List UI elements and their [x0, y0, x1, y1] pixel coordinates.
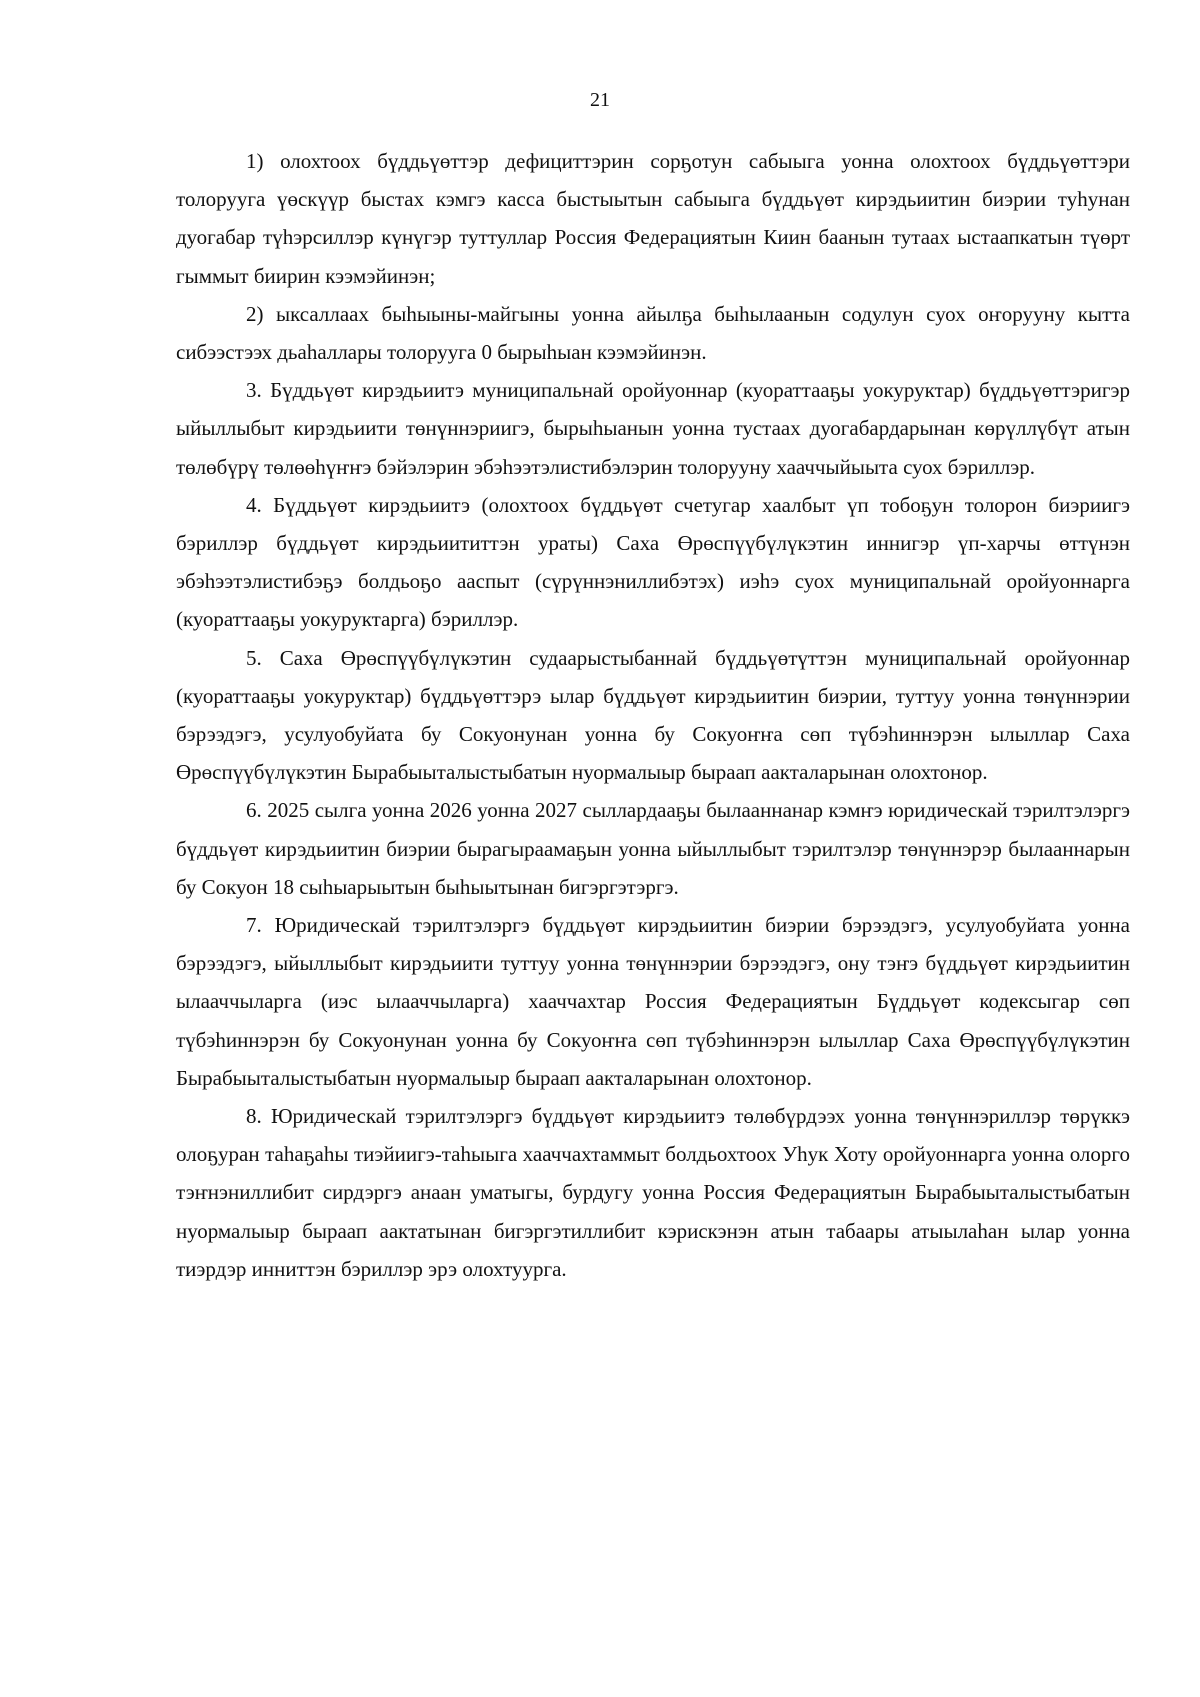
paragraph-3: 3. Бүддьүөт кирэдьиитэ муниципальнай оройуоннар (куораттааҕы уокуруктар) бүддьүөттэригэр ыйыллыбыт кирэдьиити төнүннэриигэ, бырыһыанын уонна тустаах дуогабардарынан көрүллүбүт атын төлөбүрү төлөөһүҥҥэ бэйэлэрин эбэһээтэлистибэлэрин толорууну хааччыйыыта суох бэриллэр.: [176, 378, 1130, 479]
paragraph-1: 1) олохтоох бүддьүөттэр дефициттэрин сорҕотун сабыыга уонна олохтоох бүддьүөттэри толорууга үөскүүр быстах кэмгэ касса быстыытын сабыыга бүддьүөт кирэдьиитин биэрии туһунан дуогабар түһэрсиллэр күнүгэр туттуллар Россия Федерациятын Киин баанын тутаах ыстаапкатын түөрт гыммыт биирин кээмэйинэн;: [176, 149, 1130, 288]
paragraph-2: 2) ыксаллаах быһыыны-майгыны уонна айылҕа быһылаанын содулун суох оҥорууну кытта сибээстээх дьаһаллары толорууга 0 бырыһыан кээмэйинэн.: [176, 301, 1130, 365]
paragraph-5: 5. Саха Өрөспүүбүлүкэтин судаарыстыбаннай бүддьүөтүттэн муниципальнай оройуоннар (куораттааҕы уокуруктар) бүддьүөттэрэ ылар бүддьүөт кирэдьиитин биэрии, туттуу уонна төнүннэрии бэрээдэгэ, усулуобуйата бу Сокуонунан уонна бу Сокуоҥҥа сөп түбэһиннэрэн ылыллар Саха Өрөспүүбүлүкэтин Бырабыыталыстыбатын нуормалыыр быраап аакталарынан олохтонор.: [176, 645, 1130, 785]
paragraph-6: 6. 2025 сылга уонна 2026 уонна 2027 сыллардааҕы былааннанар кэмҥэ юридическай тэрилтэлэргэ бүддьүөт кирэдьиитин биэрии бырагыраамаҕын уонна ыйыллыбыт тэрилтэлэр төнүннэрэр былааннарын бу Сокуон 18 сыһыарыытын быһыытынан бигэргэтэргэ.: [176, 798, 1130, 899]
paragraph-8: 8. Юридическай тэрилтэлэргэ бүддьүөт кирэдьиитэ төлөбүрдээх уонна төнүннэриллэр төрүккэ олоҕуран таһаҕаһы тиэйиигэ-таһыыга хааччахтаммыт болдьохтоох Уһук Хоту оройуоннарга уонна олорго тэҥнэниллибит сирдэргэ анаан уматыгы, бурдугу уонна Россия Федерациятын Бырабыыталыстыбатын нуормалыыр быраап аактатынан бигэргэтиллибит кэрискэнэн атын табаары атыылаһан ылар уонна тиэрдэр инниттэн бэриллэр эрэ олохтуурга.: [176, 1104, 1130, 1281]
page-number: 21: [590, 89, 610, 111]
paragraph-7: 7. Юридическай тэрилтэлэргэ бүддьүөт кирэдьиитин биэрии бэрээдэгэ, усулуобуйата уонна бэрээдэгэ, ыйыллыбыт кирэдьиити туттуу уонна төнүннэрии бэрээдэгэ, ону тэҥэ бүддьүөт кирэдьиитин ылааччыларга (иэс ылааччыларга) хааччахтар Россия Федерациятын Бүддьүөт кодексыгар сөп түбэһиннэрэн бу Сокуонунан уонна бу Сокуоҥҥа сөп түбэһиннэрэн ылыллар Саха Өрөспүүбүлүкэтин Бырабыыталыстыбатын нуормалыыр быраап аакталарынан олохтонор.: [176, 913, 1130, 1090]
paragraph-4: 4. Бүддьүөт кирэдьиитэ (олохтоох бүддьүөт счетугар хаалбыт үп тобоҕун толорон биэриигэ бэриллэр бүддьүөт кирэдьиититтэн ураты) Саха Өрөспүүбүлүкэтин иннигэр үп-харчы өттүнэн эбэһээтэлистибэҕэ болдьоҕо ааспыт (сүрүннэниллибэтэх) иэһэ суох муниципальнай оройуоннарга (куораттааҕы уокуруктарга) бэриллэр.: [176, 492, 1130, 632]
document-body: [176, 142, 1130, 1288]
